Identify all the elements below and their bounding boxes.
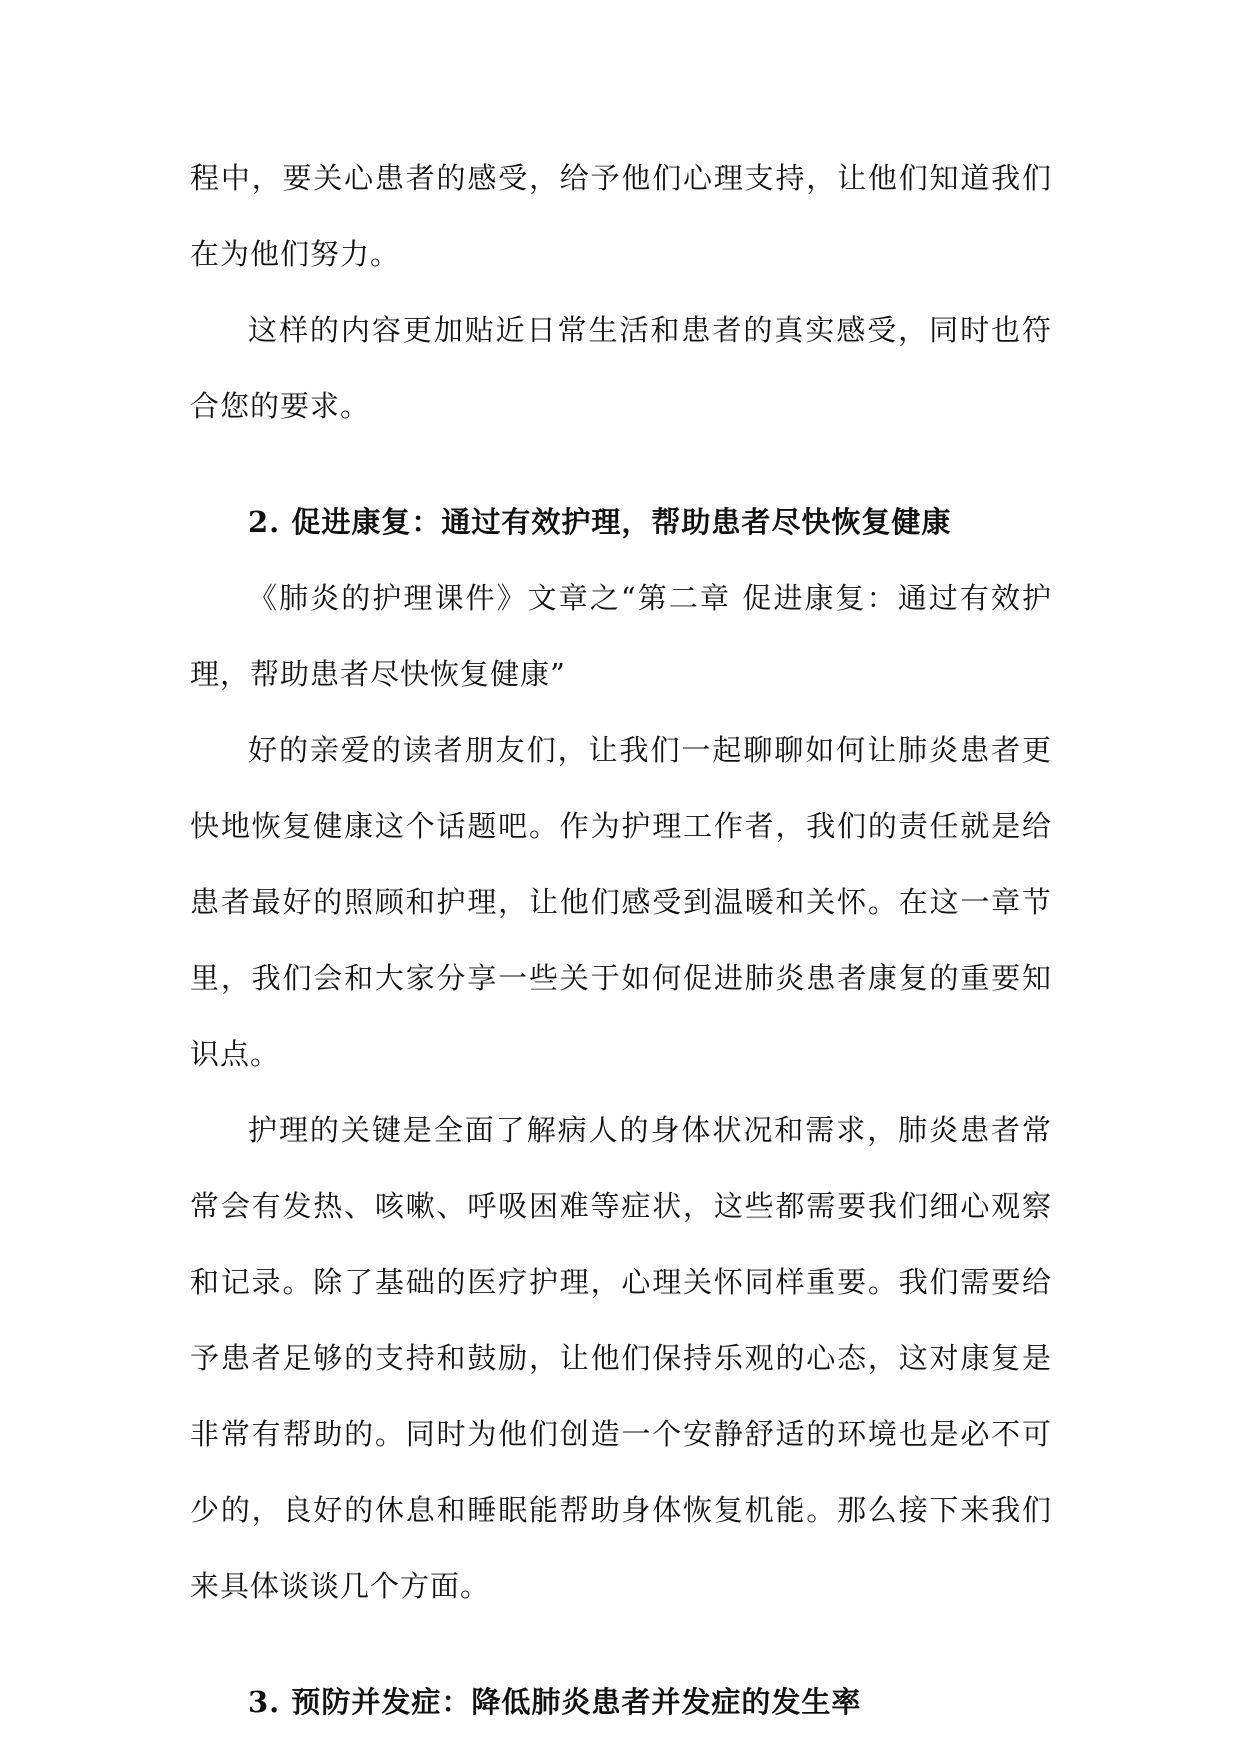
paragraph-remark: 这样的内容更加贴近日常生活和患者的真实感受，同时也符合您的要求。 <box>190 313 1052 423</box>
paragraph-nursing-key: 护理的关键是全面了解病人的身体状况和需求，肺炎患者常常会有发热、咳嗽、呼吸困难等症状，这些都需要我们细心观察和记录。除了基础的医疗护理，心理关怀同样重要。我们需要给予患者足够的支持和鼓励，让他们保持乐观的心态，这对康复是非常有帮助的。同时为他们创造一个安静舒适的环境也是必不可少的，良好的休息和睡眠能帮助身体恢复机能。那么接下来我们来具体谈谈几个方面。 <box>190 1113 1052 1603</box>
section-heading-3: 3. 预防并发症：降低肺炎患者并发症的发生率 <box>248 1685 862 1719</box>
paragraph-article-title: 《肺炎的护理课件》文章之“第二章 促进康复：通过有效护理，帮助患者尽快恢复健康” <box>190 581 1052 691</box>
paragraph-intro: 好的亲爱的读者朋友们，让我们一起聊聊如何让肺炎患者更快地恢复健康这个话题吧。作为护理工作者，我们的责任就是给患者最好的照顾和护理，让他们感受到温暖和关怀。在这一章节里，我们会和大家分享一些关于如何促进肺炎患者康复的重要知识点。 <box>190 733 1052 1071</box>
document-body <box>190 140 1052 1740</box>
paragraph-continuation: 程中，要关心患者的感受，给予他们心理支持，让他们知道我们在为他们努力。 <box>190 161 1052 271</box>
section-heading-2: 2. 促进康复：通过有效护理，帮助患者尽快恢复健康 <box>248 505 952 539</box>
